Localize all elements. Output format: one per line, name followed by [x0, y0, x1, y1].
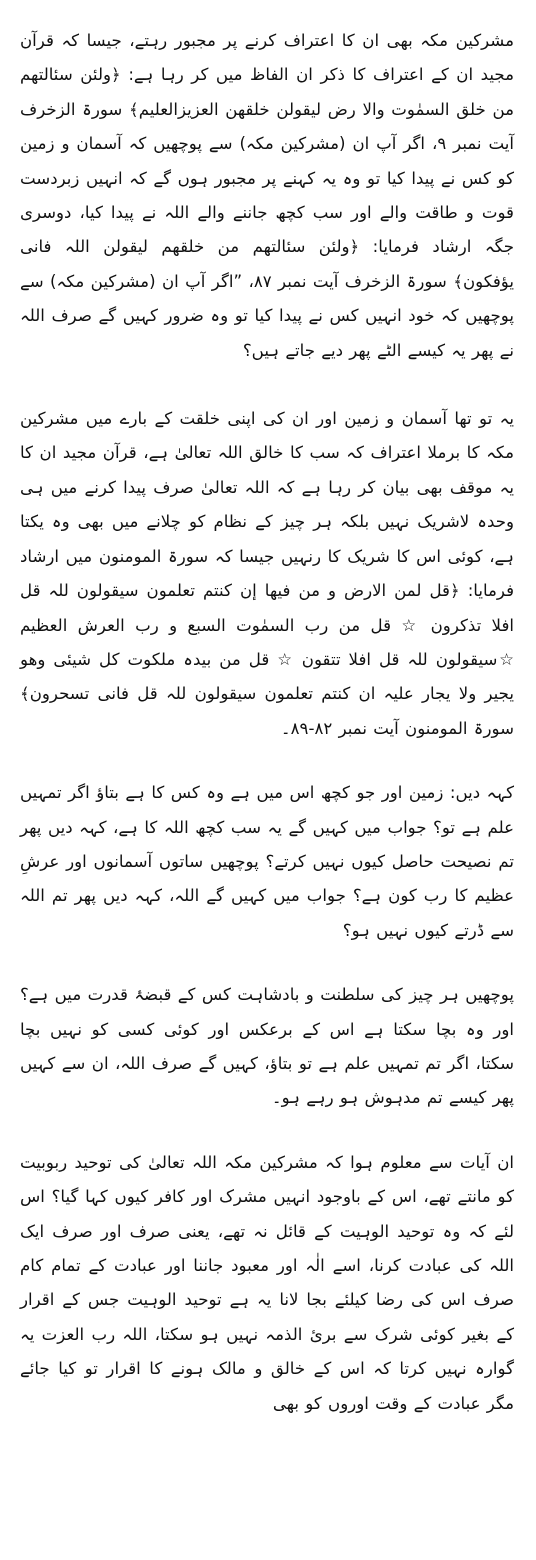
paragraph-translation-sovereignty: پوچھیں ہر چیز کی سلطنت و بادشاہت کس کے قبضۂ قدرت میں ہے؟ اور وہ بچا سکتا ہے اس کے برعکس اور کوئی کسی کو نہیں بچا سکتا، اگر تم تمہیں علم ہے تو بتاؤ، کہیں گے صرف اللہ، ان سے کہیں پھر کیسے تم مدہوش ہو رہے ہو۔	[20, 985, 514, 1108]
paragraph-surah-muminoon: یہ تو تھا آسمان و زمین اور ان کی اپنی خلقت کے بارے میں مشرکین مکہ کا برملا اعتراف کہ سب کا خالق اللہ تعالیٰ ہے، قرآن مجید ان کا یہ موقف بھی بیان کر رہا ہے کہ اللہ تعالیٰ صرف پیدا کرنے میں ہی وحدہ لاشریک نہیں بلکہ ہر چیز کے نظام کو چلانے میں بھی وہ یکتا ہے، کوئی اس کا شریک کا رنہیں جیسا کہ سورۃ المومنون میں ارشاد فرمایا: ﴿قل لمن الارض و من فیھا إن کنتم تعلمون سیقولون للہ قل افلا تذکرون ☆ قل من رب السمٰوت السبع و رب العرش العظیم ☆سیقولون للہ قل افلا تتقون ☆ قل من بیدہ ملکوت کل شیئی وھو یجیر ولا یجار علیہ ان کنتم تعلمون سیقولون للہ قل فانی تسحرون﴾ سورۃ المومنون آیت نمبر ۸۲-۸۹۔	[20, 409, 514, 738]
paragraph-tawheed-uluhiyyah: ان آیات سے معلوم ہوا کہ مشرکین مکہ اللہ تعالیٰ کی توحید ربوبیت کو مانتے تھے، اس کے باوجود انہیں مشرک اور کافر کیوں کہا گیا؟ اس لئے کہ وہ توحید الوہیت کے قائل نہ تھے، یعنی صرف اور صرف ایک اللہ کی عبادت کرنا، اسے الٰہ اور معبود جاننا اور عبادت کے تمام کام صرف اس کی رضا کیلئے بجا لانا یہ ہے توحید الوہیت جس کے اقرار کے بغیر کوئی شرک سے بریٔ الذمہ نہیں ہو سکتا، اللہ رب العزت یہ گوارہ نہیں کرتا کہ اس کے خالق و مالک ہونے کا اقرار تو کیا جائے مگر عبادت کے وقت اوروں کو بھی	[20, 1152, 514, 1413]
paragraph-translation-earth: کہہ دیں: زمین اور جو کچھ اس میں ہے وہ کس کا ہے بتاؤ اگر تمہیں علم ہے تو؟ جواب میں کہیں گے یہ سب کچھ اللہ کا ہے، کہہ دیں پھر تم نصیحت حاصل کیوں نہیں کرتے؟ پوچھیں ساتوں آسمانوں اور عرشِ عظیم کا رب کون ہے؟ جواب میں کہیں گے اللہ، کہہ دیں پھر تم اللہ سے ڈرتے کیوں نہیں ہو؟	[20, 783, 514, 940]
paragraph-mushrikeen-acknowledgement: مشرکین مکہ بھی ان کا اعتراف کرنے پر مجبور رہتے، جیسا کہ قرآن مجید ان کے اعتراف کا ذکر ان الفاظ میں کر رہا ہے: ﴿ولئن سئالتھم من خلق السمٰوت والا رض لیقولن خلقھن العزیزالعلیم﴾ سورۃ الزخرف آیت نمبر ۹، اگر آپ ان (مشرکین مکہ) سے پوچھیں کہ آسمان و زمین کو کس نے پیدا کیا تو وہ یہ کہنے پر مجبور ہوں گے کہ انہیں زبردست قوت و طاقت والے اور سب کچھ جاننے والے اللہ نے پیدا کیا، دوسری جگہ ارشاد فرمایا: ﴿ولئن سئالتھم من خلقھم لیقولن اللہ فانی یؤفکون﴾ سورۃ الزخرف آیت نمبر ۸۷، ”اگر آپ ان (مشرکین مکہ) سے پوچھیں کہ خود انہیں کس نے پیدا کیا تو وہ ضرور کہیں گے صرف اللہ نے پھر یہ کیسے الٹے پھر دیے جاتے ہیں؟	[20, 31, 514, 360]
